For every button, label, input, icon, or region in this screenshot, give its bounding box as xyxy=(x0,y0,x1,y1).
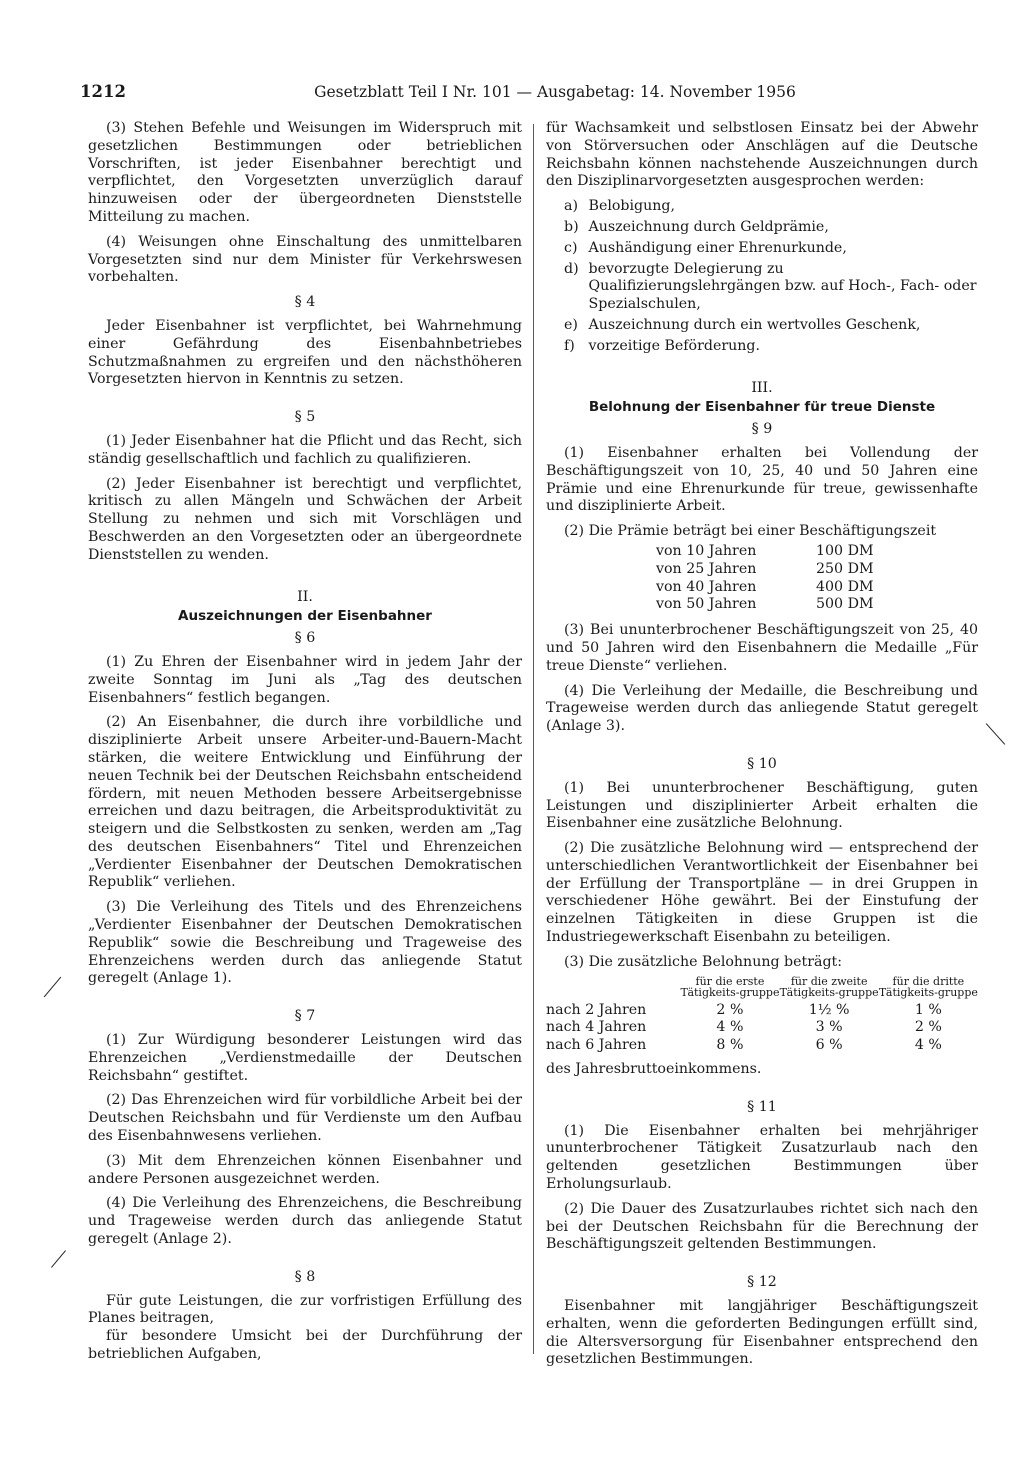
gazette-title: Gesetzblatt Teil I Nr. 101 — Ausgabetag: 14. November 1956 xyxy=(314,83,796,101)
paragraph: Eisenbahner mit langjähriger Beschäftigungszeit erhalten, wenn die geforderten Bedingungen erfüllt sind, die Altersversorgung für Eisenbahner entsprechend den gesetzlichen Bestimmungen. xyxy=(546,1298,978,1368)
paragraph: Für gute Leistungen, die zur vorfristigen Erfüllung des Planes beitragen, xyxy=(88,1292,522,1327)
paragraph: für Wachsamkeit und selbstlosen Einsatz bei der Abwehr von Störversuchen oder Anschlägen auf die Deutsche Reichsbahn können nachstehende Auszeichnungen durch den Disziplinarvorgesetzten ausgesprochen werden: xyxy=(546,120,978,190)
margin-mark xyxy=(986,723,1005,744)
part-heading: Belohnung der Eisenbahner für treue Dienste xyxy=(588,399,936,416)
list-item: a) Belobigung, xyxy=(564,198,675,215)
list-item: f) vorzeitige Beförderung. xyxy=(564,337,761,354)
section-number: § 5 xyxy=(294,409,316,426)
right-column xyxy=(546,120,978,1376)
column-header: für die zweite Tätigkeits-gruppe xyxy=(779,974,879,999)
paragraph: (4) Die Verleihung des Ehrenzeichens, die Beschreibung und Trageweise werden durch das anliegende Statut geregelt (Anlage 2). xyxy=(88,1195,522,1248)
part-number: II. xyxy=(297,588,313,605)
paragraph: (1) Bei ununterbrochener Beschäftigung, guten Leistungen und disziplinierter Arbeit erhalten die Eisenbahner eine zusätzliche Belohnung. xyxy=(546,779,978,832)
list-item: e) Auszeichnung durch ein wertvolles Geschenk, xyxy=(564,316,921,333)
paragraph: (4) Weisungen ohne Einschaltung des unmittelbaren Vorgesetzten sind nur dem Minister für Verkehrswesen vorbehalten. xyxy=(88,233,522,286)
list-item: b) Auszeichnung durch Geldprämie, xyxy=(564,218,829,235)
part-number: III. xyxy=(751,379,773,396)
paragraph: (1) Zur Würdigung besonderer Leistungen wird das Ehrenzeichen „Verdienstmedaille der Deutschen Reichsbahn“ gestiftet. xyxy=(88,1032,522,1084)
paragraph: (1) Zu Ehren der Eisenbahner wird in jedem Jahr der zweite Sonntag im Juni als „Tag des deutschen Eisenbahners“ festlich begangen. xyxy=(88,653,522,706)
table-row: von 25 Jahren 250 DM xyxy=(656,560,874,577)
paragraph: (1) Eisenbahner erhalten bei Vollendung der Beschäftigungszeit von 10, 25, 40 und 50 Jahren eine Prämie und eine Ehrenurkunde für treue, gewissenhafte und disziplinierte Arbeit. xyxy=(546,444,978,515)
belohnung-table xyxy=(546,976,978,1055)
paragraph: (1) Jeder Eisenbahner hat die Pflicht und das Recht, sich ständig gesellschaftlich und fachlich zu qualifizieren. xyxy=(88,432,522,467)
left-column xyxy=(88,120,522,1371)
paragraph: (1) Die Eisenbahner erhalten bei mehrjähriger ununterbrochener Tätigkeit Zusatzurlaub nach den geltenden gesetzlichen Bestimmungen über Erholungsurlaub. xyxy=(546,1122,978,1193)
awards-list xyxy=(546,198,978,355)
table-row: von 10 Jahren 100 DM xyxy=(656,542,874,559)
table-header-row xyxy=(546,976,978,1002)
paragraph: (3) Die Verleihung des Titels und des Ehrenzeichens „Verdienter Eisenbahner der Deutschen Demokratischen Republik“ sowie die Beschreibung und Trageweise des Ehrenzeichens werden durch das anliegende Statut geregelt (Anlage 1). xyxy=(88,899,522,987)
column-header: für die erste Tätigkeits-gruppe xyxy=(680,974,780,999)
paragraph: (4) Die Verleihung der Medaille, die Beschreibung und Trageweise werden durch das anliegende Statut geregelt (Anlage 3). xyxy=(546,682,978,735)
list-item: d) bevorzugte Delegierung zu Qualifizierungslehrgängen bzw. auf Hoch-, Fach- oder Spezialschulen, xyxy=(564,260,977,313)
table-row: nach 6 Jahren 8 % 6 % 4 % xyxy=(546,1037,942,1054)
list-item: c) Aushändigung einer Ehrenurkunde, xyxy=(564,239,847,256)
section-number: § 4 xyxy=(294,294,316,311)
paragraph: (2) Die Dauer des Zusatzurlaubes richtet sich nach den bei der Deutschen Reichsbahn für die Berechnung der Beschäftigungszeit geltenden Bestimmungen. xyxy=(546,1200,978,1253)
margin-mark xyxy=(51,1250,66,1267)
paragraph: (3) Mit dem Ehrenzeichen können Eisenbahner und andere Personen ausgezeichnet werden. xyxy=(88,1152,522,1187)
margin-mark xyxy=(44,977,61,998)
page-number: 1212 xyxy=(80,82,126,101)
table-row: von 50 Jahren 500 DM xyxy=(656,596,874,613)
paragraph: (2) Die Prämie beträgt bei einer Beschäftigungszeit xyxy=(564,523,937,540)
paragraph: (2) Das Ehrenzeichen wird für vorbildliche Arbeit bei der Deutschen Reichsbahn und für Verdienste um den Aufbau des Eisenbahnwesens verliehen. xyxy=(88,1092,522,1145)
paragraph: (2) Die zusätzliche Belohnung wird — entsprechend der unterschiedlichen Verantwortlichkeit der Eisenbahner bei der Erfüllung der Transportpläne — in drei Gruppen in verschiedener Höhe gewährt. Bei der Einstufung der einzelnen Tätigkeiten in diese Gruppen ist die Industriegewerkschaft Eisenbahn zu beteiligen. xyxy=(546,840,978,946)
paragraph: (2) An Eisenbahner, die durch ihre vorbildliche und disziplinierte Arbeit unsere Arbeiter-und-Bauern-Macht stärken, die weitere Entwicklung und Einführung der neuen Technik bei der Deutschen Reichsbahn entscheidend fördern, mit neuen Methoden bessere Arbeitsergebnisse erreichen und dazu beitragen, die Arbeitsproduktivität zu steigern und die Selbstkosten zu senken, werden am „Tag des deutschen Eisenbahners“ Titel und Ehrenzeichen „Verdienter Eisenbahner der Deutschen Demokratischen Republik“ verliehen. xyxy=(88,714,522,891)
column-header: für die dritte Tätigkeits-gruppe xyxy=(878,974,978,999)
paragraph: (3) Stehen Befehle und Weisungen im Widerspruch mit gesetzlichen Bestimmungen oder betrieblichen Vorschriften, ist jeder Eisenbahner berechtigt und verpflichtet, den Vorgesetzten unverzüglich darauf hinzuweisen oder der übergeordneten Dienststelle Mitteilung zu machen. xyxy=(88,120,522,225)
section-number: § 10 xyxy=(747,755,777,772)
section-number: § 7 xyxy=(294,1008,316,1025)
table-row: nach 4 Jahren 4 % 3 % 2 % xyxy=(546,1019,942,1036)
paragraph: (3) Bei ununterbrochener Beschäftigungszeit von 25, 40 und 50 Jahren wird den Eisenbahnern die Medaille „Für treue Dienste“ verliehen. xyxy=(546,622,978,674)
paragraph: (3) Die zusätzliche Belohnung beträgt: xyxy=(564,953,843,970)
premium-table xyxy=(546,543,978,614)
section-number: § 11 xyxy=(747,1098,777,1115)
paragraph: des Jahresbruttoeinkommens. xyxy=(546,1061,762,1078)
table-row: nach 2 Jahren 2 % 1½ % 1 % xyxy=(546,1001,942,1018)
paragraph: Jeder Eisenbahner ist verpflichtet, bei Wahrnehmung einer Gefährdung des Eisenbahnbetriebes Schutzmaßnahmen zu ergreifen und den nächsthöheren Vorgesetzten hiervon in Kenntnis zu setzen. xyxy=(88,317,522,388)
paragraph: für besondere Umsicht bei der Durchführung der betrieblichen Aufgaben, xyxy=(88,1328,522,1363)
page-header xyxy=(80,82,970,106)
part-heading: Auszeichnungen der Eisenbahner xyxy=(178,608,432,625)
section-number: § 9 xyxy=(751,421,773,438)
section-number: § 6 xyxy=(294,630,316,647)
table-row: von 40 Jahren 400 DM xyxy=(656,578,874,595)
column-divider xyxy=(533,124,534,1354)
paragraph: (2) Jeder Eisenbahner ist berechtigt und verpflichtet, kritisch zu allen Mängeln und Schwächen der Arbeit Stellung zu nehmen und sich mit Vorschlägen und Beschwerden an den Vorgesetzten oder an übergeordnete Dienststellen zu wenden. xyxy=(88,475,522,563)
section-number: § 12 xyxy=(747,1274,777,1291)
section-number: § 8 xyxy=(294,1268,316,1285)
